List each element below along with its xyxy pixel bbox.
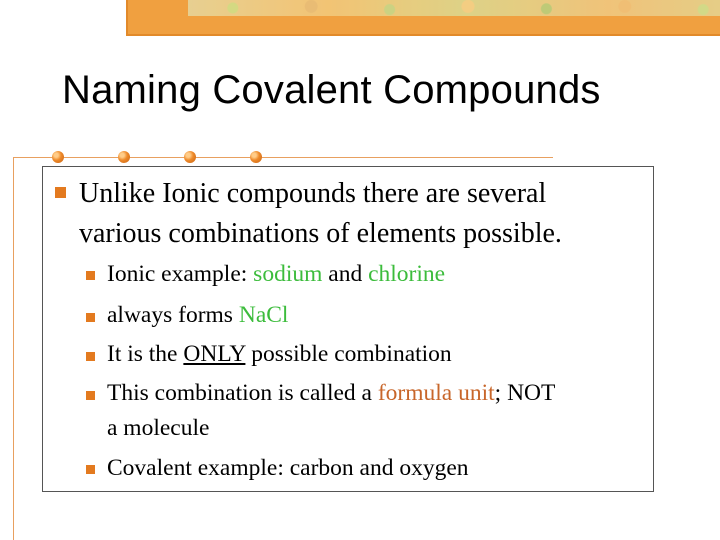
decor-dot (118, 151, 130, 163)
content-box (42, 166, 654, 492)
sub-bullet-4-text: This combination is called a (107, 380, 378, 406)
divider-horizontal (13, 157, 553, 158)
sub-bullet-1 (107, 260, 445, 288)
sub-bullet-square-icon (86, 271, 95, 280)
bullet-square-icon (55, 187, 66, 198)
emphasis-only: ONLY (183, 341, 246, 367)
main-bullet-line-1: Unlike Ionic compounds there are several (79, 178, 547, 209)
sub-bullet-4-line-2: a molecule (107, 415, 210, 441)
sub-bullet-4 (107, 379, 555, 407)
sub-bullet-square-icon (86, 352, 95, 361)
highlight-sodium: sodium (253, 261, 323, 287)
sub-bullet-square-icon (86, 391, 95, 400)
divider-vertical (13, 157, 14, 540)
sub-bullet-3-text: possible combination (245, 341, 452, 367)
decor-dot (184, 151, 196, 163)
highlight-chlorine: chlorine (368, 261, 446, 287)
decor-dot (52, 151, 64, 163)
decor-dot (250, 151, 262, 163)
sub-bullet-2 (107, 301, 288, 329)
sub-bullet-square-icon (86, 313, 95, 322)
highlight-formula-unit: formula unit (377, 380, 495, 406)
sub-bullet-1-text: Ionic example: (107, 261, 254, 287)
sub-bullet-4-text: ; NOT (494, 380, 556, 406)
highlight-nacl: NaCl (238, 302, 289, 328)
banner-flower-image (188, 0, 720, 16)
sub-bullet-5: Covalent example: carbon and oxygen (107, 455, 469, 481)
header-banner (126, 0, 720, 36)
sub-bullet-3-text: It is the (107, 341, 184, 367)
sub-bullet-square-icon (86, 465, 95, 474)
slide-title: Naming Covalent Compounds (62, 68, 601, 112)
sub-bullet-2-text: always forms (107, 302, 239, 328)
sub-bullet-1-text: and (322, 261, 369, 287)
sub-bullet-3 (107, 340, 452, 368)
main-bullet-line-2: various combinations of elements possible. (79, 218, 562, 249)
